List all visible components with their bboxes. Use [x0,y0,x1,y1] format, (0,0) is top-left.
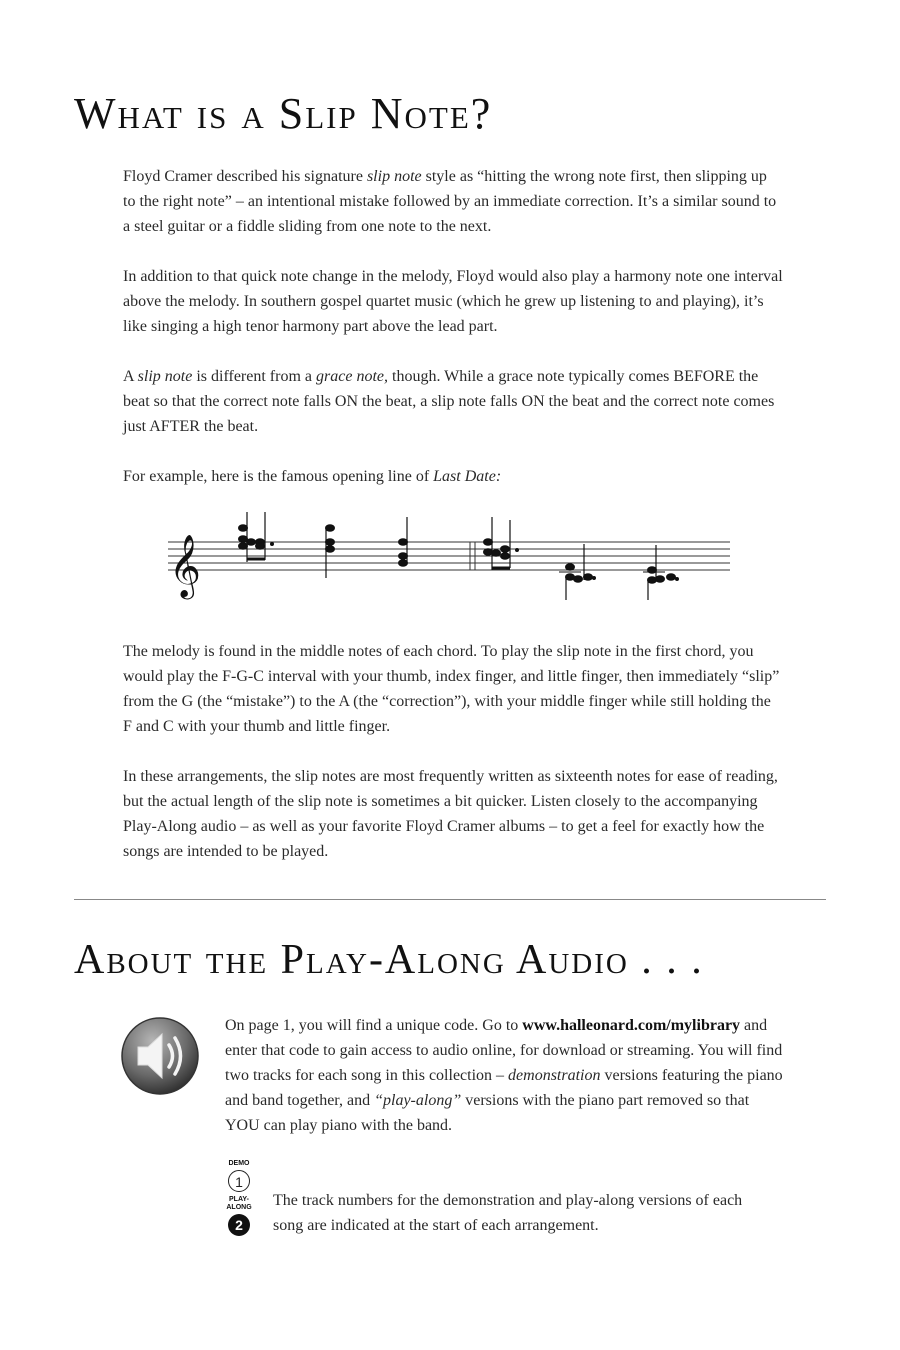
harmony-paragraph: In addition to that quick note change in the melody, Floyd would also play a harmony note one interval above the melody. In southern gospel quartet music (which he grew up listening to and playing), it’s like singing a high tenor harmony part above the lead part. [123,268,783,335]
example-intro-paragraph: For example, here is the famous opening line of Last Date: [123,468,502,485]
chord-5 [559,544,596,600]
audio-section-title: About the Play-Along Audio . . . [74,937,704,983]
demo-track-number: 1 [228,1170,250,1192]
audio-paragraph: On page 1, you will find a unique code. Go to www.halleonard.com/mylibrary and enter that code to gain access to audio online, for download or streaming. You will find two tracks for each song in this collection – demonstration versions featuring the piano and band together, and “play-along” versions with the piano part removed so that YOU can play piano with the band. [225,1017,783,1134]
mylibrary-link[interactable]: www.halleonard.com/mylibrary [522,1017,741,1034]
music-staff [165,512,735,602]
demo-track-label: DEMO [228,1160,250,1167]
track-numbers-paragraph: The track numbers for the demonstration and play-along versions of each song are indicated at the start of each arrangement. [273,1192,743,1234]
melody-paragraph: The melody is found in the middle notes of each chord. To play the slip note in the first chord, you would play the F-G-C interval with your thumb, index finger, and little finger, then immediately “slip” from the G (the “mistake”) to the A (the “correction”), with your middle finger while still holding the F and C with your thumb and little finger. [123,643,780,735]
play-along-track-label-2: ALONG [226,1204,252,1211]
section-divider [74,899,826,900]
treble-clef-icon: 𝄞 [169,534,201,597]
intro-paragraph: Floyd Cramer described his signature slip note style as “hitting the wrong note first, then slipping up to the right note” – an intentional mistake followed by an immediate correction. It’s a similar sound to a steel guitar or a fiddle sliding from one note to the next. [123,168,777,235]
chord-4 [484,517,519,570]
play-along-track-number: 2 [228,1214,250,1236]
chord-3 [399,517,408,566]
chord-6 [643,545,679,600]
arrangements-paragraph: In these arrangements, the slip notes are most frequently written as sixteenth notes for ease of reading, but the actual length of the slip note is sometimes a bit quicker. Listen closely to the accompanying Play-Along audio – as well as your favorite Floyd Cramer albums – to get a feel for exactly how the songs are intended to be played. [123,768,778,860]
chord-1 [239,512,274,562]
page-title: What is a Slip Note? [74,89,493,138]
play-along-track-label: PLAY- [229,1196,249,1203]
speaker-icon [120,1012,202,1098]
grace-note-paragraph: A slip note is different from a grace note, though. While a grace note typically comes BEFORE the beat so that the correct note falls ON the beat, a slip note falls ON the beat and the correct note comes just AFTER the beat. [123,368,775,435]
track-number-legend [222,1160,256,1240]
